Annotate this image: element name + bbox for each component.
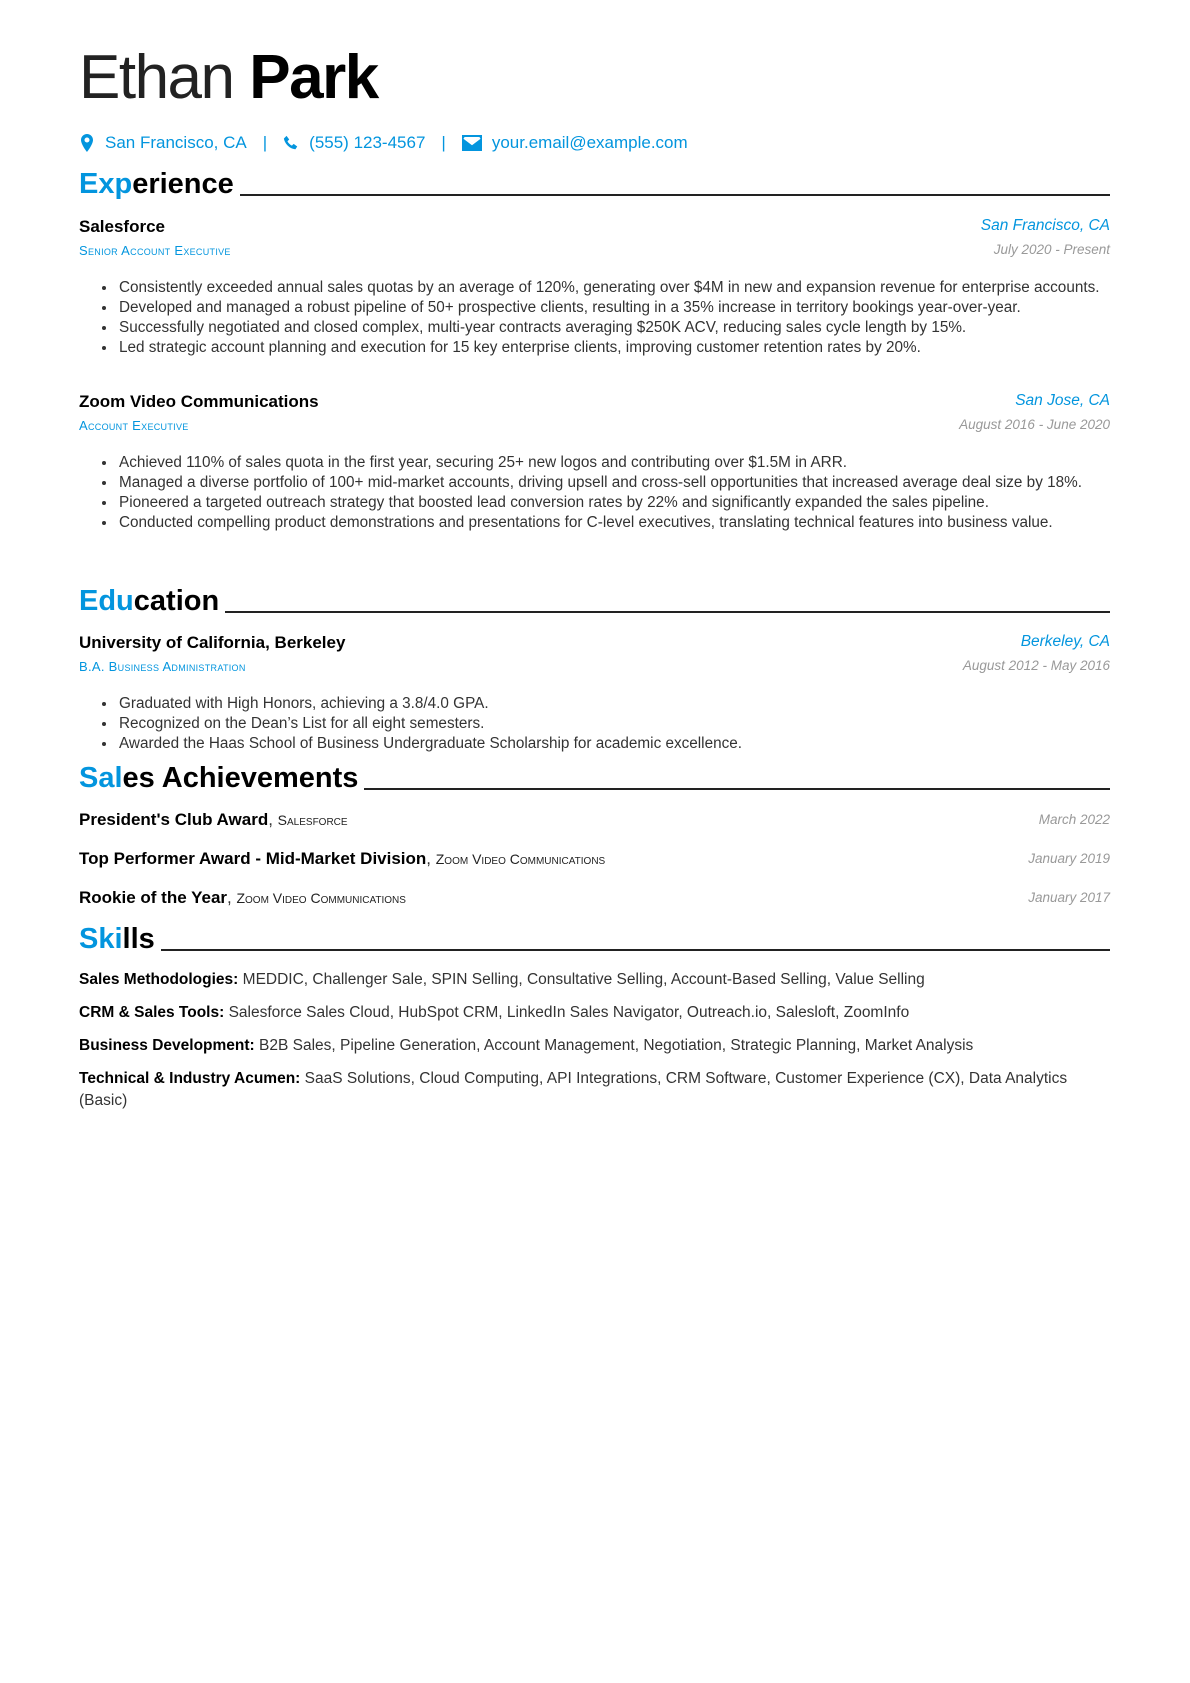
entry-date: August 2012 - May 2016 (962, 658, 1110, 673)
location: San Francisco, CA (105, 133, 247, 152)
bullet-list (79, 278, 1110, 358)
bullet-list (79, 694, 1110, 754)
section-skills (79, 925, 1110, 954)
degree: B.A. Business Administration (79, 659, 246, 674)
section-heading: Sales Achievements (79, 762, 359, 794)
bullet: • Graduated with High Honors, achieving a 3.8/4.0 GPA. (117, 694, 1110, 714)
bullet: • Conducted compelling product demonstrations and presentations for C-level executives, translating technical features into business value. (117, 513, 1110, 533)
entry-date: July 2020 - Present (993, 242, 1110, 257)
skill-row: Business Development: B2B Sales, Pipeline Generation, Account Management, Negotiation, Strategic Planning, Market Analysis (79, 1037, 974, 1054)
section-heading: Skills (79, 923, 155, 955)
bullet: • Managed a diverse portfolio of 100+ mid-market accounts, driving upsell and cross-sell opportunities that increased average deal size by 18%. (117, 473, 1110, 493)
section-rule (225, 611, 1110, 613)
envelope-icon (462, 134, 482, 152)
achievement-item: President's Club Award, Salesforce March 2022 (79, 810, 1110, 829)
map-marker-icon (79, 134, 95, 152)
section-heading: Education (79, 585, 220, 617)
school-name: University of California, Berkeley (79, 633, 346, 652)
section-achievements (79, 764, 1110, 793)
section-experience (79, 170, 1110, 199)
bullet: • Consistently exceeded annual sales quotas by an average of 120%, generating over $4M in new and expansion revenue for enterprise accounts. (117, 278, 1110, 298)
company-name: Salesforce (79, 217, 165, 236)
contact-line (79, 133, 688, 153)
separator: | (262, 133, 268, 152)
bullet: • Pioneered a targeted outreach strategy that boosted lead conversion rates by 22% and significantly expanded the sales pipeline. (117, 493, 1110, 513)
section-rule (161, 949, 1110, 951)
phone-icon (283, 134, 299, 152)
candidate-name (79, 42, 378, 113)
achievement-item: Top Performer Award - Mid-Market Division, Zoom Video Communications January 2019 (79, 849, 1110, 868)
section-rule (240, 194, 1110, 196)
bullet: • Led strategic account planning and execution for 15 key enterprise clients, improving customer retention rates by 20%. (117, 338, 1110, 358)
first-name: Ethan (79, 43, 234, 112)
bullet: • Developed and managed a robust pipeline of 50+ prospective clients, resulting in a 35% increase in territory bookings year-over-year. (117, 298, 1110, 318)
bullet: • Achieved 110% of sales quota in the first year, securing 25+ new logos and contributing over $1.5M in ARR. (117, 453, 1110, 473)
entry-location: San Francisco, CA (980, 217, 1110, 234)
skill-row: Sales Methodologies: MEDDIC, Challenger Sale, SPIN Selling, Consultative Selling, Account-Based Selling, Value Selling (79, 971, 925, 988)
email-link[interactable]: your.email@example.com (491, 133, 688, 152)
last-name: Park (249, 43, 378, 112)
section-heading: Experience (79, 168, 234, 200)
skill-row: Technical & Industry Acumen: SaaS Solutions, Cloud Computing, API Integrations, CRM Software, Customer Experience (CX), Data Analytics (Basic) (79, 1070, 1068, 1109)
section-rule (364, 788, 1110, 790)
entry-date: August 2016 - June 2020 (959, 417, 1110, 432)
entry-location: Berkeley, CA (1020, 633, 1110, 650)
skill-row: CRM & Sales Tools: Salesforce Sales Cloud, HubSpot CRM, LinkedIn Sales Navigator, Outreach.io, Salesloft, ZoomInfo (79, 1004, 910, 1021)
job-title: Account Executive (79, 418, 189, 433)
achievement-item: Rookie of the Year, Zoom Video Communications January 2017 (79, 888, 1110, 907)
job-title: Senior Account Executive (79, 243, 231, 258)
entry-location: San Jose, CA (1015, 392, 1110, 409)
separator: | (441, 133, 446, 152)
experience-entry (79, 392, 1110, 533)
bullet: • Successfully negotiated and closed complex, multi-year contracts averaging $250K ACV, reducing sales cycle length by 15%. (117, 318, 1110, 338)
experience-entry (79, 217, 1110, 358)
phone[interactable]: (555) 123-4567 (309, 133, 426, 152)
bullet-list (79, 453, 1110, 533)
section-education (79, 587, 1110, 616)
bullet: • Awarded the Haas School of Business Undergraduate Scholarship for academic excellence. (117, 734, 1110, 754)
education-entry (79, 633, 1110, 754)
company-name: Zoom Video Communications (79, 392, 319, 411)
bullet: • Recognized on the Dean’s List for all eight semesters. (117, 714, 1110, 734)
